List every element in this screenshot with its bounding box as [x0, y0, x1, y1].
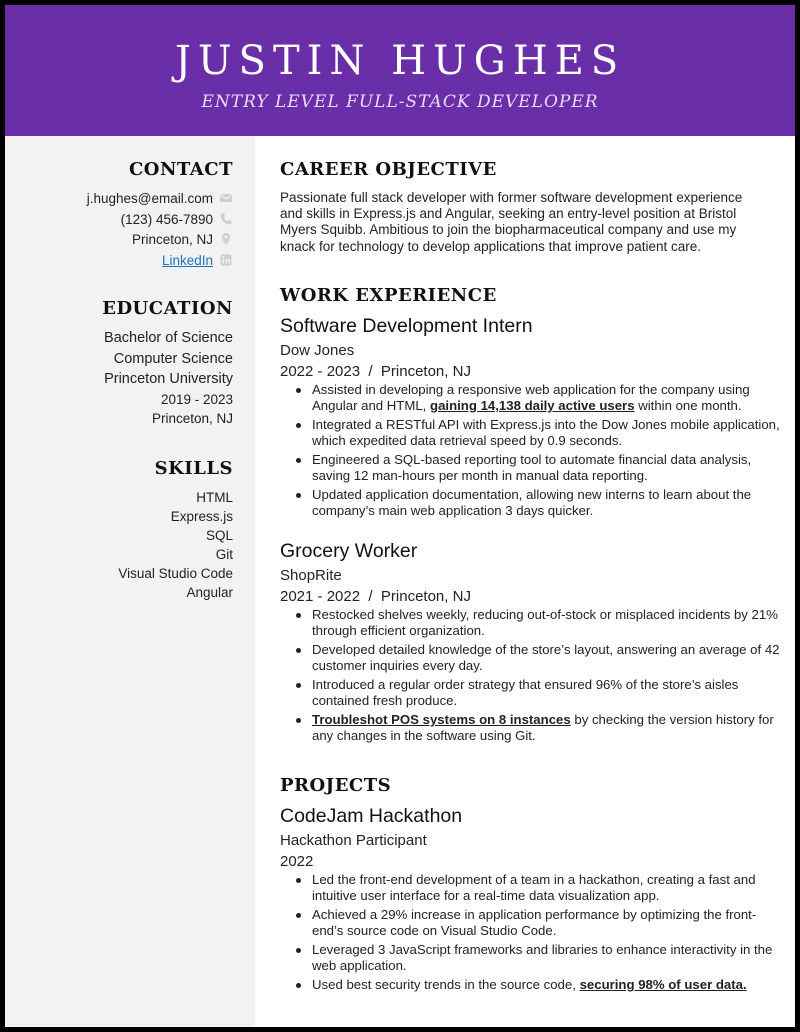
education-heading: EDUCATION	[102, 298, 233, 319]
projects-heading: PROJECTS	[280, 775, 392, 796]
linkedin-link[interactable]: LinkedIn	[161, 252, 213, 268]
bullet-item: Led the front-end development of a team in a hackathon, creating a fast and intuitive user interface for a real-time data visualization app.	[312, 872, 782, 904]
project-date: 2022	[280, 853, 314, 870]
bullet-item: Engineered a SQL-based reporting tool to automate financial data analysis, saving 12 man-hours per month in manual data reporting.	[312, 452, 782, 484]
skill-item: Git	[215, 547, 233, 562]
bullet-item: Introduced a regular order strategy that ensured 96% of the store’s aisles contained fresh produce.	[312, 677, 782, 709]
objective-heading: CAREER OBJECTIVE	[280, 159, 497, 180]
resume-header	[5, 5, 795, 136]
bullet-item: Achieved a 29% increase in application performance by optimizing the front-end’s source code on Visual Studio Code.	[312, 907, 782, 939]
job-dates: 2021 - 2022 / Princeton, NJ	[280, 588, 471, 605]
job-title: Software Development Intern	[280, 315, 533, 337]
bullet-item	[312, 382, 782, 414]
bullet-item: Updated application documentation, allowing new interns to learn about the company’s main web application 3 days quicker.	[312, 487, 782, 519]
bullet-item: Integrated a RESTful API with Express.js into the Dow Jones mobile application, which expedited data retrieval speed by 0.9 seconds.	[312, 417, 782, 449]
job-bullets	[280, 382, 782, 522]
bullet-item	[312, 712, 782, 744]
bullet-highlight: securing 98% of user data.	[579, 977, 747, 992]
objective-text: Passionate full stack developer with former software development experience and skills in Express.js and Angular, seeking an entry-level position at Bristol Myers Squibb. Ambitious to join the biopharmaceutical company and use my knack for technology to develop applications that improve patient care.	[280, 190, 743, 254]
skill-item: SQL	[205, 528, 233, 543]
project-title: CodeJam Hackathon	[280, 805, 463, 827]
bullet-item: Leveraged 3 JavaScript frameworks and libraries to enhance interactivity in the web application.	[312, 942, 782, 974]
contact-linkedin-row	[13, 251, 233, 272]
contact-location-row	[13, 230, 233, 251]
project-role: Hackathon Participant	[280, 832, 427, 849]
project-bullets	[280, 872, 782, 996]
education-location: Princeton, NJ	[151, 410, 233, 426]
skills-heading: SKILLS	[154, 458, 233, 479]
contact-location: Princeton, NJ	[131, 232, 213, 247]
job-title: Grocery Worker	[280, 540, 418, 562]
bullet-text: Assisted in developing a responsive web application for the company using Angular and HTML,	[312, 382, 750, 413]
job-dates: 2022 - 2023 / Princeton, NJ	[280, 363, 471, 380]
job-company: ShopRite	[280, 567, 342, 584]
candidate-name: JUSTIN HUGHES	[174, 38, 626, 84]
education-degree: Bachelor of Science	[104, 330, 233, 346]
job-bullets	[280, 607, 782, 747]
bullet-item: Restocked shelves weekly, reducing out-of-stock or misplaced incidents by 21% through efficient organization.	[312, 607, 782, 639]
contact-section	[13, 159, 233, 271]
contact-email-row	[13, 189, 233, 210]
education-years: 2019 - 2023	[160, 391, 233, 407]
bullet-item	[312, 977, 782, 993]
bullet-text: within one month.	[634, 398, 742, 413]
envelope-icon	[219, 191, 233, 205]
contact-phone: (123) 456-7890	[120, 211, 213, 227]
bullet-text: by checking the version history for any changes in the software using Git.	[312, 712, 774, 743]
contact-email: j.hughes@email.com	[86, 191, 213, 206]
bullet-text: Used best security trends in the source code,	[312, 977, 580, 992]
sidebar	[5, 136, 255, 1027]
skill-item: HTML	[196, 490, 233, 505]
skill-item: Angular	[186, 585, 233, 600]
education-school: Princeton University	[104, 371, 233, 387]
contact-phone-row	[13, 210, 233, 231]
candidate-title: ENTRY LEVEL FULL-STACK DEVELOPER	[201, 92, 599, 112]
experience-heading: WORK EXPERIENCE	[280, 285, 497, 306]
bullet-highlight: Troubleshot POS systems on 8 instances	[312, 712, 571, 727]
bullet-item: Developed detailed knowledge of the store’s layout, answering an average of 42 customer inquiries every day.	[312, 642, 782, 674]
linkedin-icon	[219, 253, 233, 267]
skills-section	[13, 458, 233, 602]
skill-item: Visual Studio Code	[118, 566, 233, 581]
resume-page	[5, 5, 795, 1027]
education-section	[13, 298, 233, 428]
phone-icon	[219, 212, 233, 226]
skill-item: Express.js	[170, 509, 233, 524]
contact-heading: CONTACT	[128, 159, 233, 180]
education-major: Computer Science	[113, 350, 233, 367]
job-company: Dow Jones	[280, 342, 355, 359]
bullet-highlight: gaining 14,138 daily active users	[430, 398, 635, 413]
map-pin-icon	[219, 232, 233, 246]
